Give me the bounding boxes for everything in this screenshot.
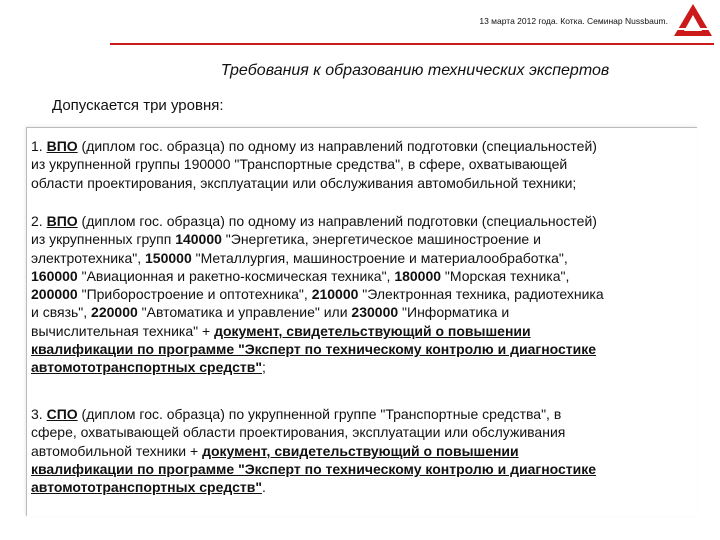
item3-line2: сфере, охватывающей области проектирования, эксплуатации или обслуживания: [31, 424, 566, 441]
item1-line2: из укрупненной группы 190000 "Транспортные средства", в сфере, охватывающей: [31, 156, 568, 173]
item2-line8: квалификации по программе "Эксперт по техническому контролю и диагностике: [31, 341, 597, 358]
item1-line3: области проектирования, эксплуатации или обслуживания автомобильной техники;: [31, 174, 577, 191]
item3-line4: квалификации по программе "Эксперт по техническому контролю и диагностике: [31, 460, 597, 477]
requirement-item-1: [31, 137, 701, 192]
item2-line2: из укрупненных групп 140000 "Энергетика, энергетическое машиностроение и: [31, 231, 541, 248]
page-title: Требования к образованию технических экспертов: [220, 62, 610, 79]
item2-line4: 160000 "Авиационная и ракетно-космическая техника", 180000 "Морская техника",: [31, 267, 570, 284]
item2-line1: 2. ВПО (диплом гос. образца) по одному из направлений подготовки (специальностей): [31, 213, 597, 229]
item3-line1: 3. СПО (диплом гос. образца) по укрупненной группе "Транспортные средства", в: [31, 406, 562, 422]
vpo-term: ВПО: [46, 213, 78, 229]
requirement-item-2: [31, 212, 701, 377]
item2-line6: и связь", 220000 "Автоматика и управление" или 230000 "Информатика и: [31, 304, 510, 321]
header-divider: [110, 43, 714, 45]
slide-header-caption: 13 марта 2012 года. Котка. Семинар Nussbaum.: [479, 16, 668, 26]
item2-line9: автомототранспортных средств";: [31, 359, 266, 376]
item2-line7: вычислительная техника" + документ, свидетельствующий о повышении: [31, 322, 531, 339]
intro-text: Допускается три уровня:: [52, 97, 224, 114]
item1-line1: 1. ВПО (диплом гос. образца) по одному из направлений подготовки (специальностей): [31, 138, 597, 154]
item2-line5: 200000 "Приборостроение и оптотехника", 210000 "Электронная техника, радиотехника: [31, 286, 604, 303]
item3-line5: автомототранспортных средств".: [31, 479, 266, 496]
item2-line3: электротехника", 150000 "Металлургия, машиностроение и материалообработка",: [31, 249, 568, 266]
red-triangle-logo-icon: [672, 2, 714, 38]
vpo-term: ВПО: [46, 138, 78, 154]
requirement-item-3: [31, 405, 701, 496]
spo-term: СПО: [46, 406, 78, 422]
item3-line3: автомобильной техники + документ, свидетельствующий о повышении: [31, 442, 519, 459]
